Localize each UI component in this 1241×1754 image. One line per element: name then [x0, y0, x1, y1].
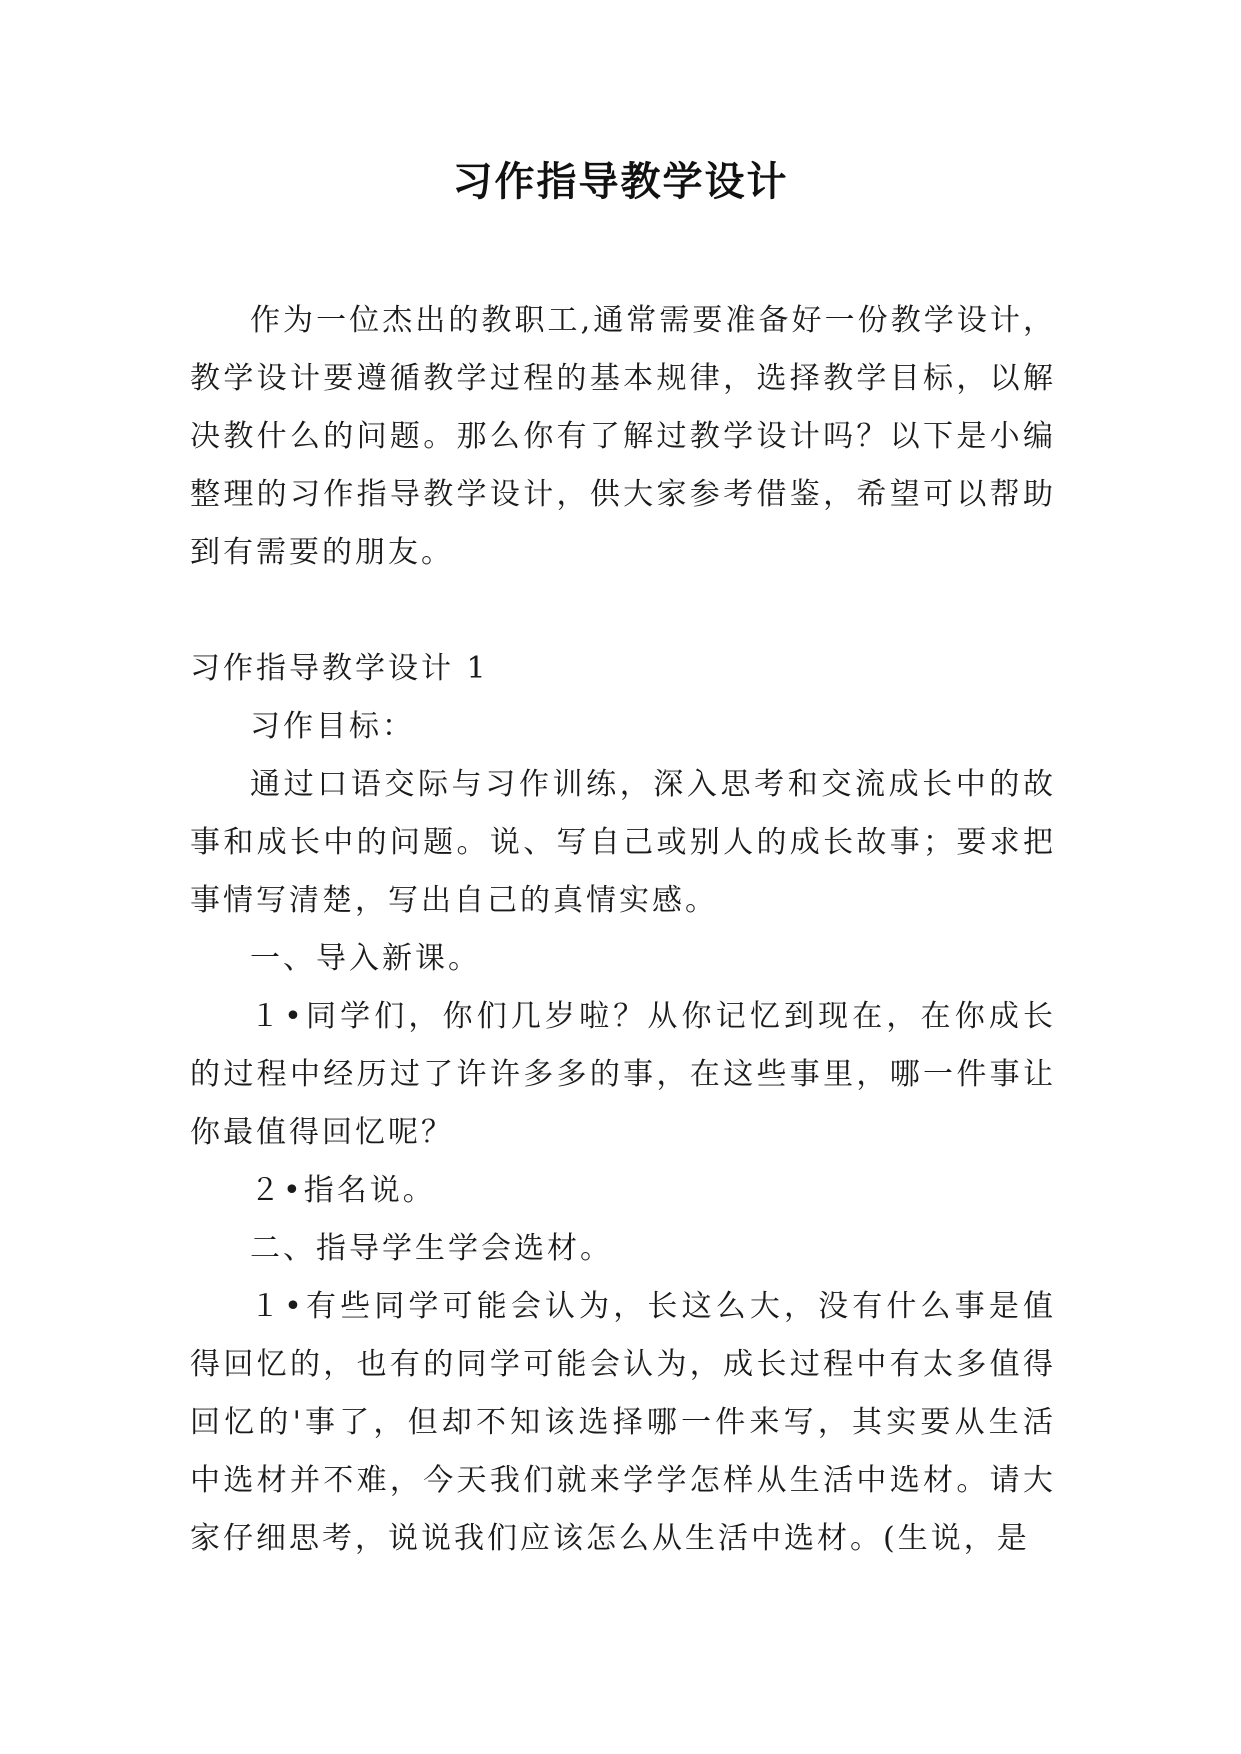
paragraph: １•同学们，你们几岁啦？从你记忆到现在，在你成长的过程中经历过了许许多多的事，在这些事里，哪一件事让你最值得回忆呢？ [190, 999, 1056, 1150]
paragraph: ２•指名说。 [250, 1173, 436, 1208]
paragraph: 通过口语交际与习作训练，深入思考和交流成长中的故事和成长中的问题。说、写自己或别人的成长故事；要求把事情写清楚，写出自己的真情实感。 [190, 767, 1056, 918]
paragraph: １•有些同学可能会认为，长这么大，没有什么事是值得回忆的，也有的同学可能会认为，成长过程中有太多值得回忆的'事了，但却不知该选择哪一件来写，其实要从生活中选材并不难，今天我们就来学学怎样从生活中选材。请大家仔细思考，说说我们应该怎么从生活中选材。(生说，是 [190, 1289, 1056, 1556]
paragraph: 一、导入新课。 [250, 941, 481, 976]
document-body [190, 292, 1056, 1568]
document-title: 习作指导教学设计 [452, 159, 789, 205]
paragraph: 习作目标： [250, 709, 415, 744]
intro-paragraph: 作为一位杰出的教职工,通常需要准备好一份教学设计，教学设计要遵循教学过程的基本规律，选择教学目标，以解决教什么的问题。那么你有了解过教学设计吗？以下是小编整理的习作指导教学设计，供大家参考借鉴，希望可以帮助到有需要的朋友。 [190, 303, 1056, 570]
section-heading: 习作指导教学设计 1 [190, 651, 489, 686]
paragraph: 二、指导学生学会选材。 [250, 1231, 613, 1266]
